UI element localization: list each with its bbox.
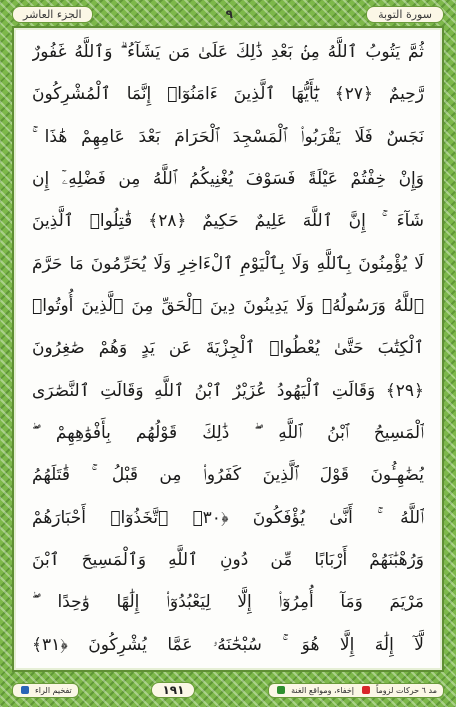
- tajweed-legend-left: [12, 683, 79, 698]
- text-line: ثُمَّ يَتُوبُ ٱللَّهُ مِنۢ بَعْدِ ذَٰلِكَ عَلَىٰ مَن يَشَآءُ ۗ وَٱللَّهُ غَفُورٌ: [32, 42, 424, 62]
- text-line: وَإِنْ خِفْتُمْ عَيْلَةً فَسَوْفَ يُغْنِيكُمُ ٱللَّهُ مِن فَضْلِهِۦٓ إِن: [32, 169, 424, 190]
- text-line: ٱلْمَسِيحُ ٱبْنُ ٱللَّهِ ۖ ذَٰلِكَ قَوْلُهُم بِأَفْوَٰهِهِمْ ۖ: [32, 423, 424, 444]
- red-swatch-icon: [362, 686, 370, 694]
- quran-text: [32, 32, 424, 666]
- text-line: ﴿٢٩﴾ وَقَالَتِ ٱلْيَهُودُ عُزَيْرٌ ٱبْنُ ٱللَّهِ وَقَالَتِ ٱلنَّصَٰرَى: [32, 380, 424, 401]
- text-line: يُضَٰهِـُٔونَ قَوْلَ ٱلَّذِينَ كَفَرُوا۟ مِن قَبْلُ ۚ قَٰتَلَهُمُ: [32, 465, 424, 486]
- page-footer: [12, 679, 444, 701]
- text-line: مَرْيَمَ وَمَآ أُمِرُوٓا۟ إِلَّا لِيَعْبُدُوٓا۟ إِلَٰهًا وَٰحِدًا ۖ: [32, 592, 424, 613]
- text-line: ٱللَّهُ وَرَسُولُهُۥ وَلَا يَدِينُونَ دِينَ ٱلْحَقِّ مِنَ ٱلَّذِينَ أُوتُوا۟: [32, 296, 424, 317]
- text-frame: [12, 26, 444, 672]
- surah-label: سورة التوبة: [366, 6, 444, 23]
- page-header: [12, 4, 444, 24]
- legend-right-text: مد ٦ حركات لزوماً: [376, 685, 437, 695]
- text-line: وَرُهْبَٰنَهُمْ أَرْبَابًا مِّن دُونِ ٱللَّهِ وَٱلْمَسِيحَ ٱبْنَ: [32, 550, 424, 571]
- text-line: ٱللَّهُ ۚ أَنَّىٰ يُؤْفَكُونَ ﴿٣٠﴾ ٱتَّخَذُوٓا۟ أَحْبَارَهُمْ: [32, 507, 424, 528]
- text-line: شَآءَ ۚ إِنَّ ٱللَّهَ عَلِيمٌ حَكِيمٌ ﴿٢٨﴾ قَٰتِلُوا۟ ٱلَّذِينَ: [32, 211, 424, 232]
- text-line: نَجَسٌ فَلَا يَقْرَبُوا۟ ٱلْمَسْجِدَ ٱلْحَرَامَ بَعْدَ عَامِهِمْ هَٰذَا ۚ: [32, 126, 424, 147]
- footer-page-number: ١٩١: [151, 682, 195, 698]
- text-line: ٱلْكِتَٰبَ حَتَّىٰ يُعْطُوا۟ ٱلْجِزْيَةَ عَن يَدٍ وَهُمْ صَٰغِرُونَ: [32, 338, 424, 359]
- header-page-number: ٩: [225, 7, 233, 21]
- blue-swatch-icon: [21, 686, 29, 694]
- legend-left-text: تفخيم الراء: [35, 685, 72, 695]
- legend-mid-text: إخفاء، ومواقع الغنة: [291, 685, 354, 695]
- tajweed-legend-right: [268, 683, 444, 698]
- text-line: رَّحِيمٌ ﴿٢٧﴾ يَٰٓأَيُّهَا ٱلَّذِينَ ءَامَنُوٓا۟ إِنَّمَا ٱلْمُشْرِكُونَ: [32, 84, 424, 105]
- text-line: لَا يُؤْمِنُونَ بِٱللَّهِ وَلَا بِٱلْيَوْمِ ٱلْءَاخِرِ وَلَا يُحَرِّمُونَ مَا حَرَّمَ: [32, 253, 424, 274]
- text-line: لَّآ إِلَٰهَ إِلَّا هُوَ ۚ سُبْحَٰنَهُۥ عَمَّا يُشْرِكُونَ ﴿٣١﴾: [32, 634, 424, 655]
- green-swatch-icon: [277, 686, 285, 694]
- juz-label: الجزء العاشر: [12, 6, 93, 23]
